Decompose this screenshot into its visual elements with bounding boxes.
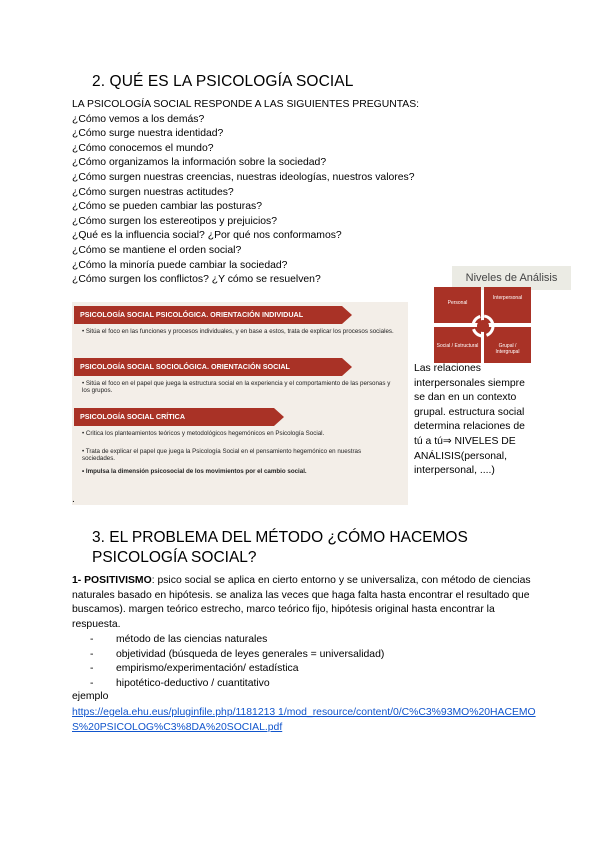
question-item: ¿Cómo la minoría puede cambiar la sociedad? — [72, 259, 288, 271]
questions-intro: LA PSICOLOGÍA SOCIAL RESPONDE A LAS SIGUIENTES PREGUNTAS: — [72, 99, 420, 110]
block-bullet: • Critica los planteamientos teóricos y metodológicos hegemónicos en Psicología Social. — [82, 430, 325, 437]
quadrant-label: Social / Estructural — [436, 343, 479, 349]
positivismo-label: 1- POSITIVISMO — [72, 575, 152, 586]
quadrant-label: Grupal / Intergrupal — [495, 343, 520, 355]
question-item: ¿Cómo surgen nuestras actitudes? — [72, 186, 234, 198]
question-item: ¿Cómo surgen los estereotipos y prejuicios? — [72, 215, 278, 227]
method-bullet — [90, 633, 267, 648]
arrow-shape — [342, 306, 352, 324]
example-link[interactable]: https://egela.ehu.eus/pluginfile.php/1181213 1/mod_resource/content/0/C%C3%93MO%20HACEMOS%20PSICOLOG%C3%8DA%20SOCIAL.pdf — [72, 707, 536, 733]
question-item: ¿Cómo surgen los conflictos? ¿Y cómo se resuelven? — [72, 274, 321, 286]
bullet-text: hipotético-deductivo / cuantitativo — [116, 678, 270, 689]
block-bullet: • Sitúa el foco en las funciones y procesos individuales, y en base a estos, trata de explicar los procesos sociales. — [82, 328, 394, 335]
block-header-text: PSICOLOGÍA SOCIAL PSICOLÓGICA. ORIENTACIÓN INDIVIDUAL — [80, 310, 304, 319]
question-item: ¿Cómo surgen nuestras creencias, nuestras ideologías, nuestros valores? — [72, 171, 415, 183]
quadrant-label: Personal — [447, 300, 468, 306]
block-header-text: PSICOLOGÍA SOCIAL CRÍTICA — [80, 412, 186, 421]
question-item: ¿Qué es la influencia social? ¿Por qué nos conformamos? — [72, 230, 342, 242]
example-label: ejemplo — [72, 691, 109, 702]
bullet-dash: - — [90, 663, 94, 674]
questions-block — [72, 98, 419, 288]
method-bullet — [90, 648, 384, 663]
bullet-text: empirismo/experimentación/ estadística — [116, 663, 299, 674]
block-header-social — [74, 358, 342, 376]
method-bullet — [90, 662, 299, 677]
stray-dot: . — [72, 494, 75, 505]
question-item: ¿Cómo se pueden cambiar las posturas? — [72, 201, 263, 213]
niveles-title: Niveles de Análisis — [452, 266, 571, 290]
question-item: ¿Cómo vemos a los demás? — [72, 113, 205, 125]
cycle-arrows-icon — [468, 311, 498, 341]
block-bullet: • Sitúa el foco en el papel que juega la estructura social en la experiencia y el comportamiento de las personas y los grupos. — [82, 380, 391, 395]
bullet-dash: - — [90, 678, 94, 689]
positivismo-text: : psico social se aplica en cierto entorno y se universaliza, con método de ciencias naturales basado en hipótesis. se analiza las veces que haga falta hasta encontrar el resultado que buscamos). margen teórico estrecho, marco teórico fijo, hipótesis original hasta encontrar la respuesta. — [72, 575, 531, 630]
arrow-shape — [342, 358, 352, 376]
bullet-dash: - — [90, 634, 94, 645]
question-item: ¿Cómo conocemos el mundo? — [72, 142, 214, 154]
block-bullet: • Trata de explicar el papel que juega la Psicología Social en el pensamiento hegemónico en nuestras sociedades. — [82, 448, 362, 463]
section-3-title: 3. EL PROBLEMA DEL MÉTODO ¿CÓMO HACEMOS PSICOLOGÍA SOCIAL? — [92, 529, 468, 566]
bullet-text: método de las ciencias naturales — [116, 634, 268, 645]
block-header-individual — [74, 306, 342, 324]
niveles-quadrants — [432, 287, 532, 363]
method-bullet — [90, 677, 270, 692]
positivismo-paragraph — [72, 574, 532, 632]
block-header-critica — [74, 408, 274, 426]
question-item: ¿Cómo surge nuestra identidad? — [72, 128, 224, 140]
question-item: ¿Cómo organizamos la información sobre la sociedad? — [72, 157, 327, 169]
bullet-text: objetividad (búsqueda de leyes generales = universalidad) — [116, 649, 385, 660]
side-note: Las relaciones interpersonales siempre se dan en un contexto grupal. estructura social determina relaciones de tú a tú⇒ NIVELES DE ANÁLISIS(personal, interpersonal, ....) — [414, 363, 525, 477]
orientations-diagram — [72, 302, 408, 505]
quadrant-label: Interpersonal — [492, 295, 523, 301]
block-bullet: • Impulsa la dimensión psicosocial de los movimientos por el cambio social. — [82, 468, 307, 475]
bullet-dash: - — [90, 649, 94, 660]
arrow-shape — [274, 408, 284, 426]
section-2-title: 2. QUÉ ES LA PSICOLOGÍA SOCIAL — [92, 73, 354, 90]
block-header-text: PSICOLOGÍA SOCIAL SOCIOLÓGICA. ORIENTACIÓN SOCIAL — [80, 362, 290, 371]
question-item: ¿Cómo se mantiene el orden social? — [72, 244, 242, 256]
